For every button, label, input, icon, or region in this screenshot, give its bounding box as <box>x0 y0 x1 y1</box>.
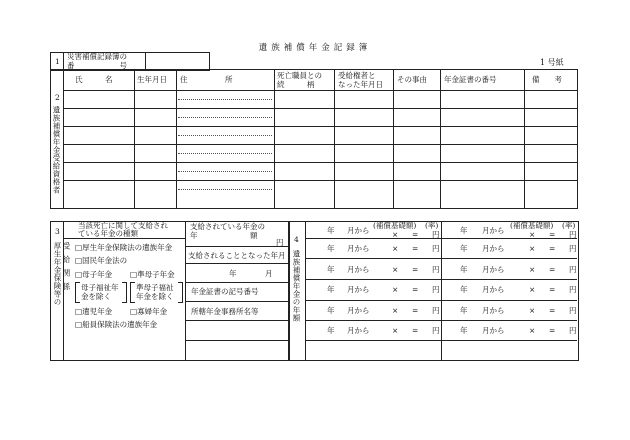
header-certificate-number: 年金証書の番号 <box>444 75 497 84</box>
option-welfare-survivor[interactable]: □厚生年金保険法の遺族年金 <box>75 243 173 252</box>
form-number: 1 号紙 <box>540 58 564 67</box>
times-sign: × <box>392 285 399 294</box>
header-relationship-2: 続 柄 <box>277 80 315 89</box>
times-sign: × <box>392 244 399 253</box>
pension-type-header: 当該死亡に関して支給され <box>78 221 168 230</box>
year-label: 年 <box>460 226 468 235</box>
from-month-label: 月から <box>482 306 505 315</box>
year-label: 年 <box>460 285 468 294</box>
equals-sign: = <box>549 285 556 294</box>
annual-amount-yen: 円 <box>276 238 284 247</box>
equals-sign: = <box>412 230 419 239</box>
survivor-eligibility-label: 遺族補償年金受給資格者 <box>52 106 61 194</box>
times-sign: × <box>529 265 536 274</box>
annual-amount-label-2: 年 額 <box>190 231 258 240</box>
year-label: 年 <box>460 244 468 253</box>
year-label: 年 <box>327 265 335 274</box>
yen-label: 円 <box>569 230 577 239</box>
from-month-label: 月から <box>482 285 505 294</box>
header-remarks: 備 考 <box>532 75 562 84</box>
rate-header-right: (率) <box>562 221 576 230</box>
note-excl-mother-welfare: 母子福祉年 <box>81 283 119 292</box>
header-recipient-date-2: なった年月日 <box>338 80 383 89</box>
equals-sign: = <box>549 244 556 253</box>
times-sign: × <box>392 326 399 335</box>
year-label: 年 <box>327 285 335 294</box>
option-seamen-survivor[interactable]: □船員保険法の遺族年金 <box>75 320 158 329</box>
from-month-label: 月から <box>347 226 370 235</box>
yen-label: 円 <box>432 265 440 274</box>
pension-insurance-label: 厚生年金保険等の <box>53 242 62 306</box>
option-quasi-mother-child[interactable]: □準母子年金 <box>130 270 175 279</box>
section-4-number: 4 <box>294 235 299 244</box>
year-label: 年 <box>460 326 468 335</box>
header-address: 住 所 <box>180 75 233 84</box>
header-birthdate: 生年月日 <box>137 75 167 84</box>
bracket-left-close <box>122 282 127 303</box>
pension-cert-number-label: 年金証書の記号番号 <box>191 287 259 296</box>
equals-sign: = <box>412 265 419 274</box>
equals-sign: = <box>412 285 419 294</box>
times-sign: × <box>529 285 536 294</box>
yen-label: 円 <box>432 244 440 253</box>
yen-label: 円 <box>569 306 577 315</box>
equals-sign: = <box>412 326 419 335</box>
yen-label: 円 <box>569 265 577 274</box>
times-sign: × <box>529 244 536 253</box>
from-month-label: 月から <box>482 226 505 235</box>
yen-label: 円 <box>432 306 440 315</box>
benefit-relation-label: 受給関係 <box>62 242 71 296</box>
times-sign: × <box>392 306 399 315</box>
section-3-number: 3 <box>55 227 60 236</box>
year-label: 年 <box>327 306 335 315</box>
equals-sign: = <box>549 306 556 315</box>
bracket-left <box>75 282 80 303</box>
times-sign: × <box>392 230 399 239</box>
from-month-label: 月から <box>347 265 370 274</box>
equals-sign: = <box>549 265 556 274</box>
payment-start-month: 月 <box>265 269 273 278</box>
option-orphan[interactable]: □遺児年金 <box>75 307 113 316</box>
from-month-label: 月から <box>482 244 505 253</box>
equals-sign: = <box>412 244 419 253</box>
times-sign: × <box>392 265 399 274</box>
from-month-label: 月から <box>482 326 505 335</box>
times-sign: × <box>529 230 536 239</box>
note-excl-quasi-welfare-2: 年金を除く <box>136 292 174 301</box>
from-month-label: 月から <box>347 306 370 315</box>
option-national-pension[interactable]: □国民年金法の <box>75 256 128 265</box>
header-relationship: 死亡職員との <box>277 71 322 80</box>
yen-label: 円 <box>432 285 440 294</box>
yen-label: 円 <box>569 285 577 294</box>
times-sign: × <box>529 326 536 335</box>
from-month-label: 月から <box>347 326 370 335</box>
section-1-number: 1 <box>55 57 60 66</box>
payment-start-label: 支給されることとなった年月 <box>188 251 286 260</box>
note-excl-mother-welfare-2: 金を除く <box>81 292 111 301</box>
equals-sign: = <box>549 230 556 239</box>
disaster-record-label: 災害補償記録簿の <box>67 52 127 61</box>
equals-sign: = <box>549 326 556 335</box>
year-label: 年 <box>460 265 468 274</box>
yen-label: 円 <box>432 230 440 239</box>
from-month-label: 月から <box>482 265 505 274</box>
pension-type-header-2: ている年金の種類 <box>78 229 138 238</box>
option-widow[interactable]: □寡婦年金 <box>130 307 168 316</box>
annual-amount-label: 支給されている年金の <box>190 222 265 231</box>
from-month-label: 月から <box>347 244 370 253</box>
pension-office-label: 所轄年金事務所名等 <box>191 307 259 316</box>
year-label: 年 <box>460 306 468 315</box>
equals-sign: = <box>412 306 419 315</box>
annual-survivor-pension-label: 遺族補償年金の年額 <box>292 250 301 322</box>
document-title: 遺族補償年金記録簿 <box>258 43 372 53</box>
section-2-number: 2 <box>55 93 60 102</box>
note-excl-quasi-welfare: 準母子福祉 <box>136 283 174 292</box>
rate-header-left: (率) <box>425 221 439 230</box>
bracket-right <box>130 282 135 303</box>
from-month-label: 月から <box>347 285 370 294</box>
year-label: 年 <box>327 326 335 335</box>
option-mother-child[interactable]: □母子年金 <box>75 270 113 279</box>
yen-label: 円 <box>569 244 577 253</box>
header-recipient-date: 受給権者と <box>338 71 376 80</box>
times-sign: × <box>529 306 536 315</box>
bracket-right-close <box>178 282 183 303</box>
header-reason: その事由 <box>397 75 427 84</box>
yen-label: 円 <box>569 326 577 335</box>
base-amount-header-right: (補償基礎額) <box>510 221 554 230</box>
year-label: 年 <box>327 226 335 235</box>
base-amount-header-left: (補償基礎額) <box>373 221 417 230</box>
header-name: 氏 名 <box>75 75 113 84</box>
disaster-record-label-2: 番 号 <box>67 61 127 70</box>
year-label: 年 <box>327 244 335 253</box>
payment-start-year: 年 <box>229 269 237 278</box>
yen-label: 円 <box>432 326 440 335</box>
